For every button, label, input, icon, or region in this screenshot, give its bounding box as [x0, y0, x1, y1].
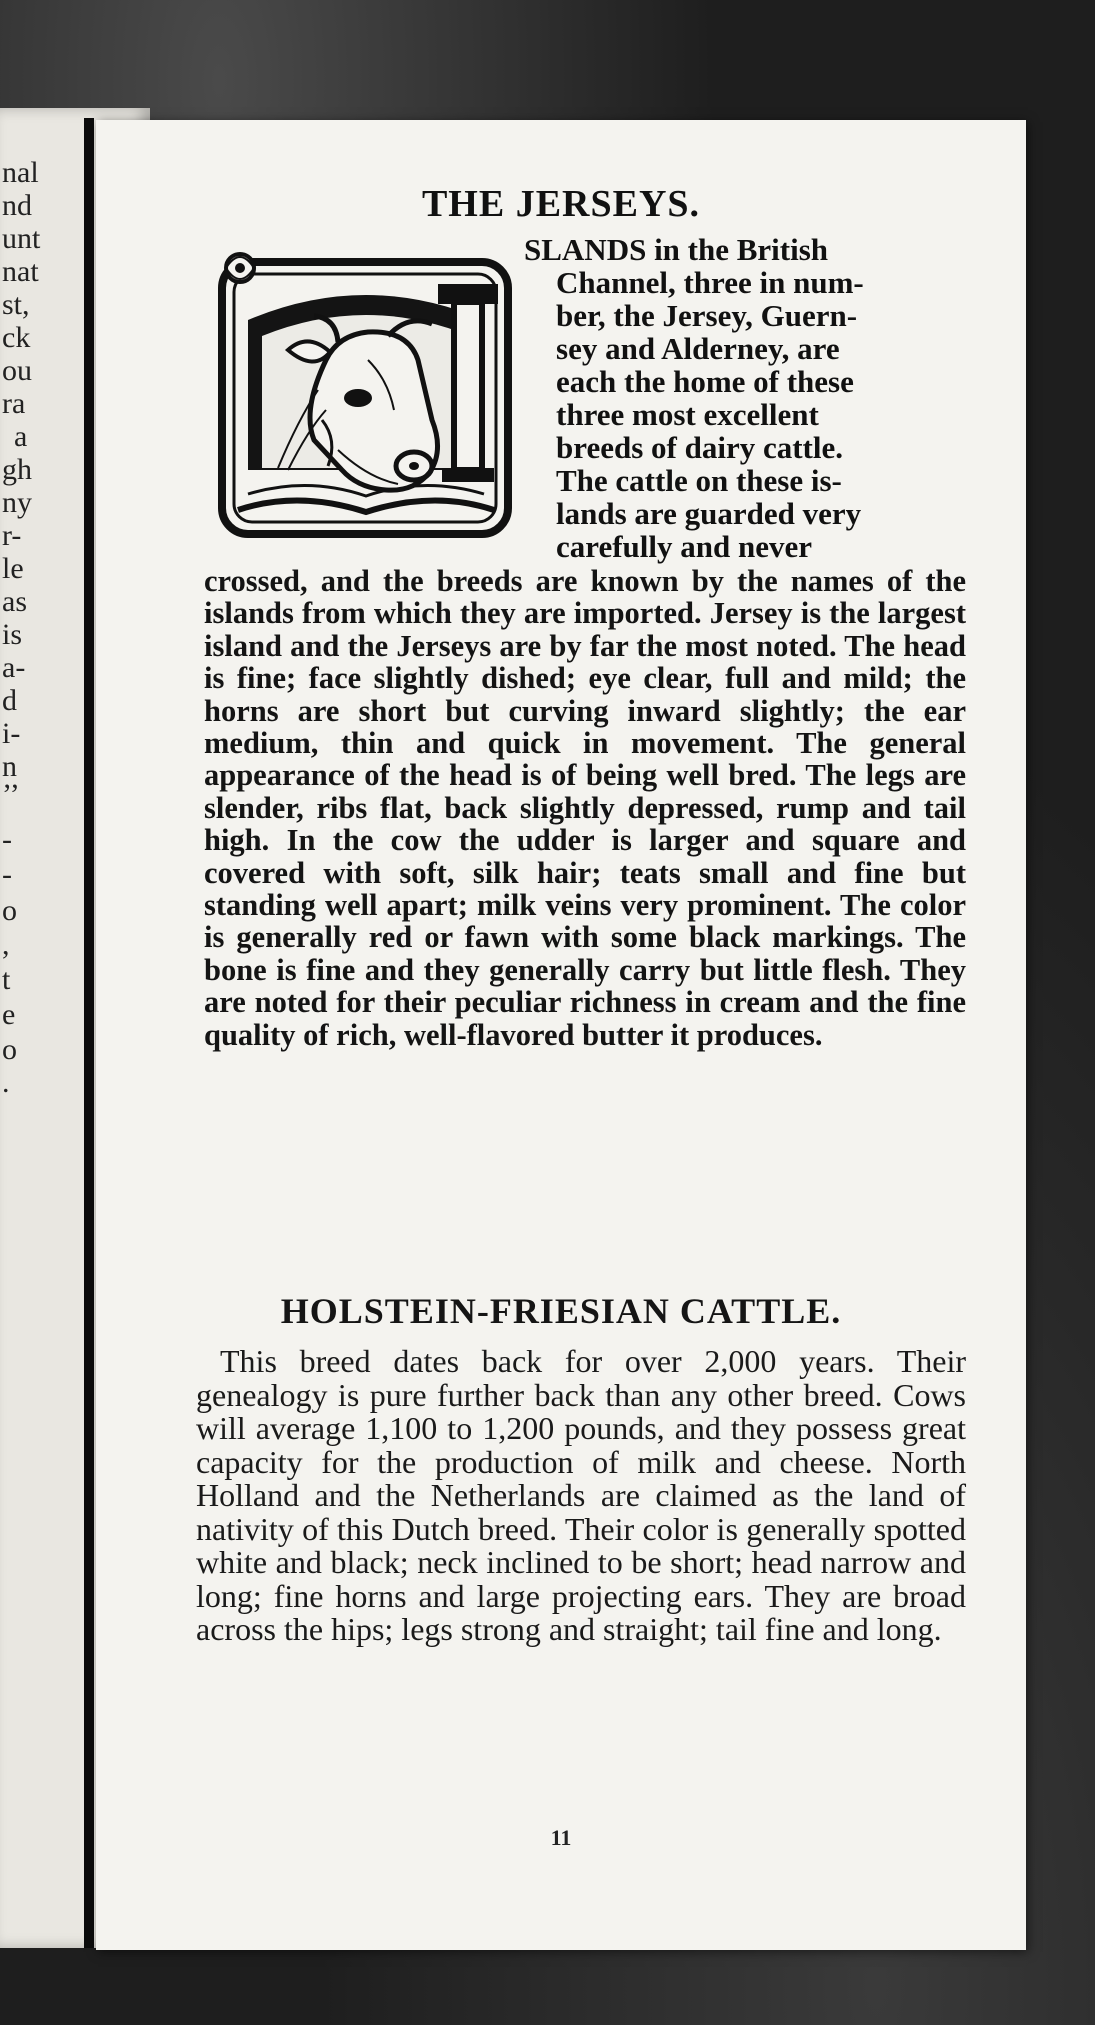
fragment-line: gh	[2, 453, 32, 486]
cow-head-drop-cap-illustration	[218, 240, 514, 538]
fragment-line: unt	[2, 222, 41, 255]
fragment-line: n	[2, 750, 17, 783]
fragment-line: st,	[2, 288, 30, 321]
fragment-line: ’’	[2, 778, 20, 811]
intro-line: Channel, three in num-	[556, 265, 864, 300]
fragment-line: le	[2, 552, 24, 585]
fragment-line: ck	[2, 321, 31, 354]
fragment-line: i-	[2, 717, 21, 750]
intro-line: breeds of dairy cattle.	[556, 430, 843, 465]
intro-line: SLANDS in the British	[524, 232, 829, 267]
intro-line: lands are guarded very	[556, 496, 862, 531]
section-title-holstein: HOLSTEIN-FRIESIAN CATTLE.	[280, 1291, 842, 1331]
fragment-line: e	[2, 998, 16, 1031]
book-spine	[84, 118, 94, 1948]
fragment-line: ra	[2, 387, 26, 420]
holstein-body-text	[196, 1345, 966, 1647]
fragment-line: nal	[2, 156, 39, 189]
fragment-line: o	[2, 894, 17, 927]
fragment-line: a	[14, 420, 28, 453]
fragment-line: r-	[2, 519, 22, 552]
intro-line: sey and Alderney, are	[556, 331, 840, 366]
fragment-line: -	[2, 858, 12, 891]
fragment-line: ,	[2, 928, 10, 961]
fragment-line: a-	[2, 651, 26, 684]
fragment-line: nd	[2, 189, 32, 222]
jerseys-body-text: crossed, and the breeds are known by the names of the islands from which they are imported. Jersey is the largest island and the Jerseys are by far the most noted. The head is fine; face slightly dished; eye clear, full and mild; the horns are short but curving inward slightly; the ear medium, thin and quick in movement. The general appearance of the head is of being well bred. The legs are slender, ribs flat, back slightly depressed, rump and tail high. In the cow the udder is larger and square and covered with soft, silk hair; teats small and fine but standing well apart; milk veins very prominent. The color is generally red or fawn with some black markings. The bone is fine and they generally carry but little flesh. They are noted for their peculiar richness in cream and the fine quality of rich, well-flavored butter it produces.	[204, 564, 966, 1052]
holstein-paragraph: This breed dates back for over 2,000 years. Their genealogy is pure further back than any other breed. Cows will average 1,100 to 1,200 pounds, and they possess great capacity for the production of milk and cheese. North Holland and the Netherlands are claimed as the land of nativity of this Dutch breed. Their color is generally spotted white and black; neck inclined to be short; head narrow and long; fine horns and large projecting ears. They are broad across the hips; legs strong and straight; tail fine and long.	[196, 1343, 966, 1647]
fragment-line: is	[2, 618, 23, 651]
fragment-line: d	[2, 684, 17, 717]
section-title-jerseys: THE JERSEYS.	[421, 183, 701, 225]
book-page	[96, 120, 1026, 1950]
intro-line: three most excellent	[556, 397, 819, 432]
fragment-line: o	[2, 1033, 17, 1066]
fragment-line: .	[2, 1066, 10, 1099]
fragment-line: as	[2, 585, 27, 618]
fragment-line: t	[2, 963, 11, 996]
intro-line: each the home of these	[556, 364, 854, 399]
fragment-line: ou	[2, 354, 32, 387]
page-number: 11	[550, 1825, 572, 1850]
fragment-line: nat	[2, 255, 39, 288]
intro-line: ber, the Jersey, Guern-	[556, 298, 858, 333]
intro-line: carefully and never	[556, 529, 813, 564]
fragment-line: -	[2, 823, 12, 856]
intro-line: The cattle on these is-	[556, 463, 842, 498]
flower-ornament-icon	[226, 254, 254, 282]
fragment-line: ny	[2, 486, 32, 519]
